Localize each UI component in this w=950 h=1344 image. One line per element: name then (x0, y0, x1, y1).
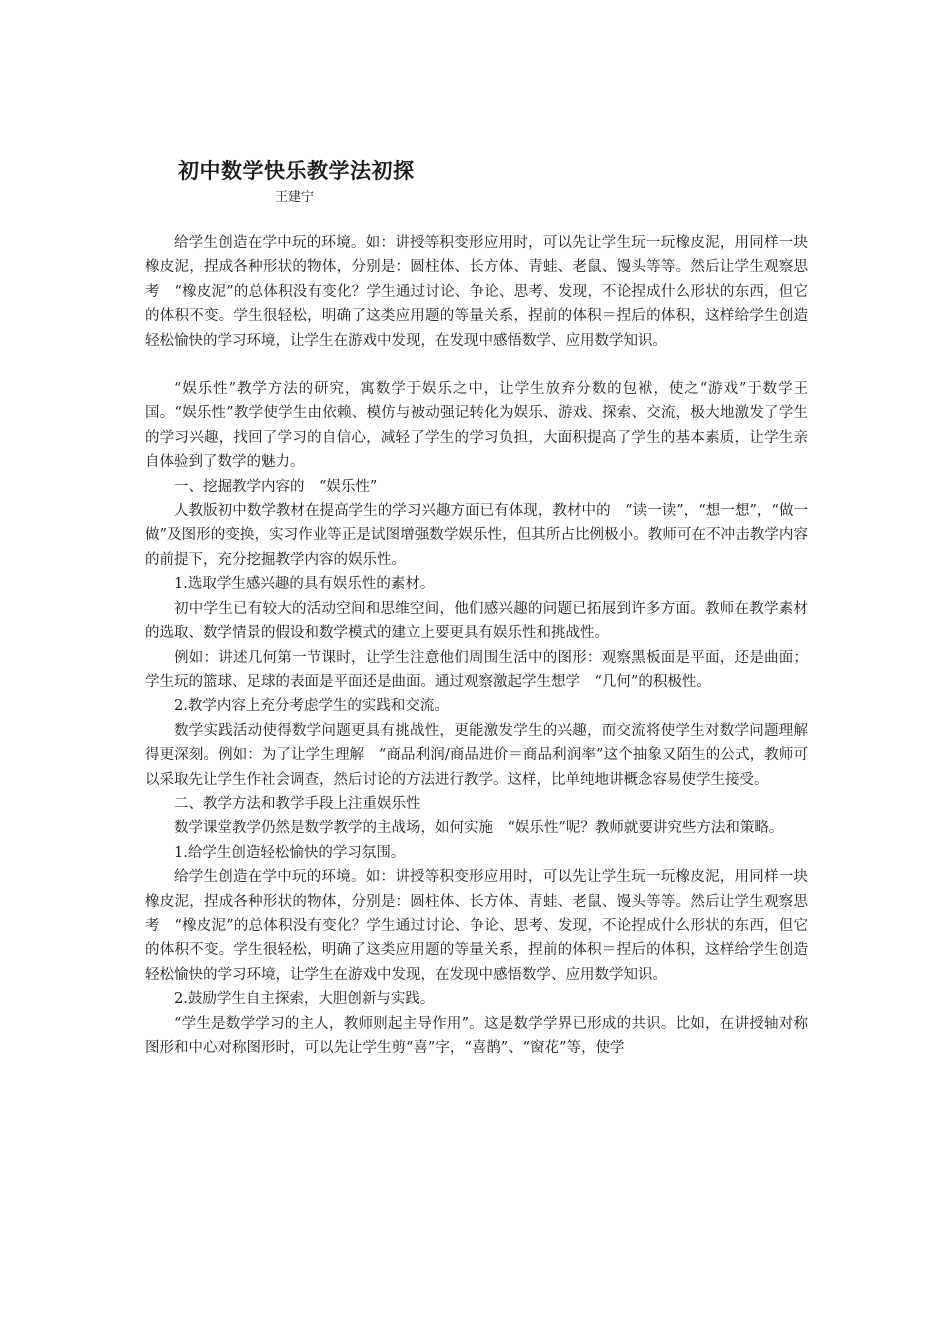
document-title: 初中数学快乐教学法初探 (178, 159, 415, 183)
paragraph: 数学课堂教学仍然是数学教学的主战场，如何实施 “娱乐性”呢？教师就要讲究些方法和策略。 (174, 820, 784, 837)
paragraph: 初中学生已有较大的活动空间和思维空间，他们感兴趣的问题已拓展到许多方面。教师在教学素材的选取、数学情景的假设和数学模式的建立上要更具有娱乐性和挑战性。 (145, 600, 808, 642)
section-heading: 一、挖掘教学内容的 “娱乐性” (174, 478, 378, 495)
section-heading: 二、教学方法和教学手段上注重娱乐性 (174, 795, 421, 812)
paragraph: 数学实践活动使得数学问题更具有挑战性，更能激发学生的兴趣，而交流将使学生对数学问题理解得更深刻。例如：为了让学生理解 “商品利润/商品进价＝商品利润率”这个抽象又陌生的公式，教师可以采取先让学生作社会调查，然后讨论的方法进行教学。这样，比单纯地讲概念容易使学生接受。 (145, 722, 808, 788)
paragraph: 例如：讲述几何第一节课时，让学生注意他们周围生活中的图形：观察黑板面是平面，还是曲面；学生玩的篮球、足球的表面是平面还是曲面。通过观察激起学生想学 “几何”的积极性。 (145, 649, 808, 690)
paragraph: 给学生创造在学中玩的环境。如：讲授等积变形应用时，可以先让学生玩一玩橡皮泥，用同样一块橡皮泥，捏成各种形状的物体，分别是：圆柱体、长方体、青蛙、老鼠、馒头等等。然后让学生观察思考 “橡皮泥”的总体积没有变化？学生通过讨论、争论、思考、发现，不论捏成什么形状的东西，但它的体积不变。学生很轻松，明确了这类应用题的等量关系，捏前的体积＝捏后的体积，这样给学生创造轻松愉快的学习环境，让学生在游戏中发现，在发现中感悟数学、应用数学知识。 (145, 869, 808, 983)
subsection-heading: 1.给学生创造轻松愉快的学习氛围。 (174, 844, 406, 861)
subsection-heading: 2.鼓励学生自主探索，大胆创新与实践。 (174, 991, 435, 1008)
document-body (145, 231, 808, 1060)
subsection-heading: 1.选取学生感兴趣的具有娱乐性的素材。 (174, 576, 435, 593)
paragraph: “娱乐性”教学方法的研究，寓数学于娱乐之中，让学生放弃分数的包袱，使之“游戏”于数学王国。“娱乐性”教学使学生由依赖、模仿与被动强记转化为娱乐、游戏、探索、交流，极大地激发了学生的学习兴趣，找回了学习的自信心，减轻了学生的学习负担，大面积提高了学生的基本素质，让学生亲自体验到了数学的魅力。 (145, 381, 808, 471)
paragraph: 人教版初中数学教材在提高学生的学习兴趣方面已有体现，教材中的 “读一读”，“想一想”，“做一做”及图形的变换，实习作业等正是试图增强数学娱乐性，但其所占比例极小。教师可在不冲击教学内容的前提下，充分挖掘教学内容的娱乐性。 (145, 503, 808, 568)
subsection-heading: 2.教学内容上充分考虑学生的实践和交流。 (174, 698, 449, 715)
paragraph: 给学生创造在学中玩的环境。如：讲授等积变形应用时，可以先让学生玩一玩橡皮泥，用同样一块橡皮泥，捏成各种形状的物体，分别是：圆柱体、长方体、青蛙、老鼠、馒头等等。然后让学生观察思考 “橡皮泥”的总体积没有变化？学生通过讨论、争论、思考、发现，不论捏成什么形状的东西，但它的体积不变。学生很轻松，明确了这类应用题的等量关系，捏前的体积＝捏后的体积，这样给学生创造轻松愉快的学习环境，让学生在游戏中发现，在发现中感悟数学、应用数学知识。 (145, 235, 808, 349)
paragraph: “学生是数学学习的主人，教师则起主导作用”。这是数学学界已形成的共识。比如，在讲授轴对称图形和中心对称图形时，可以先让学生剪“喜”字，“喜鹊”、“窗花”等，使学 (145, 1015, 808, 1056)
document-author: 王建宁 (275, 190, 315, 205)
